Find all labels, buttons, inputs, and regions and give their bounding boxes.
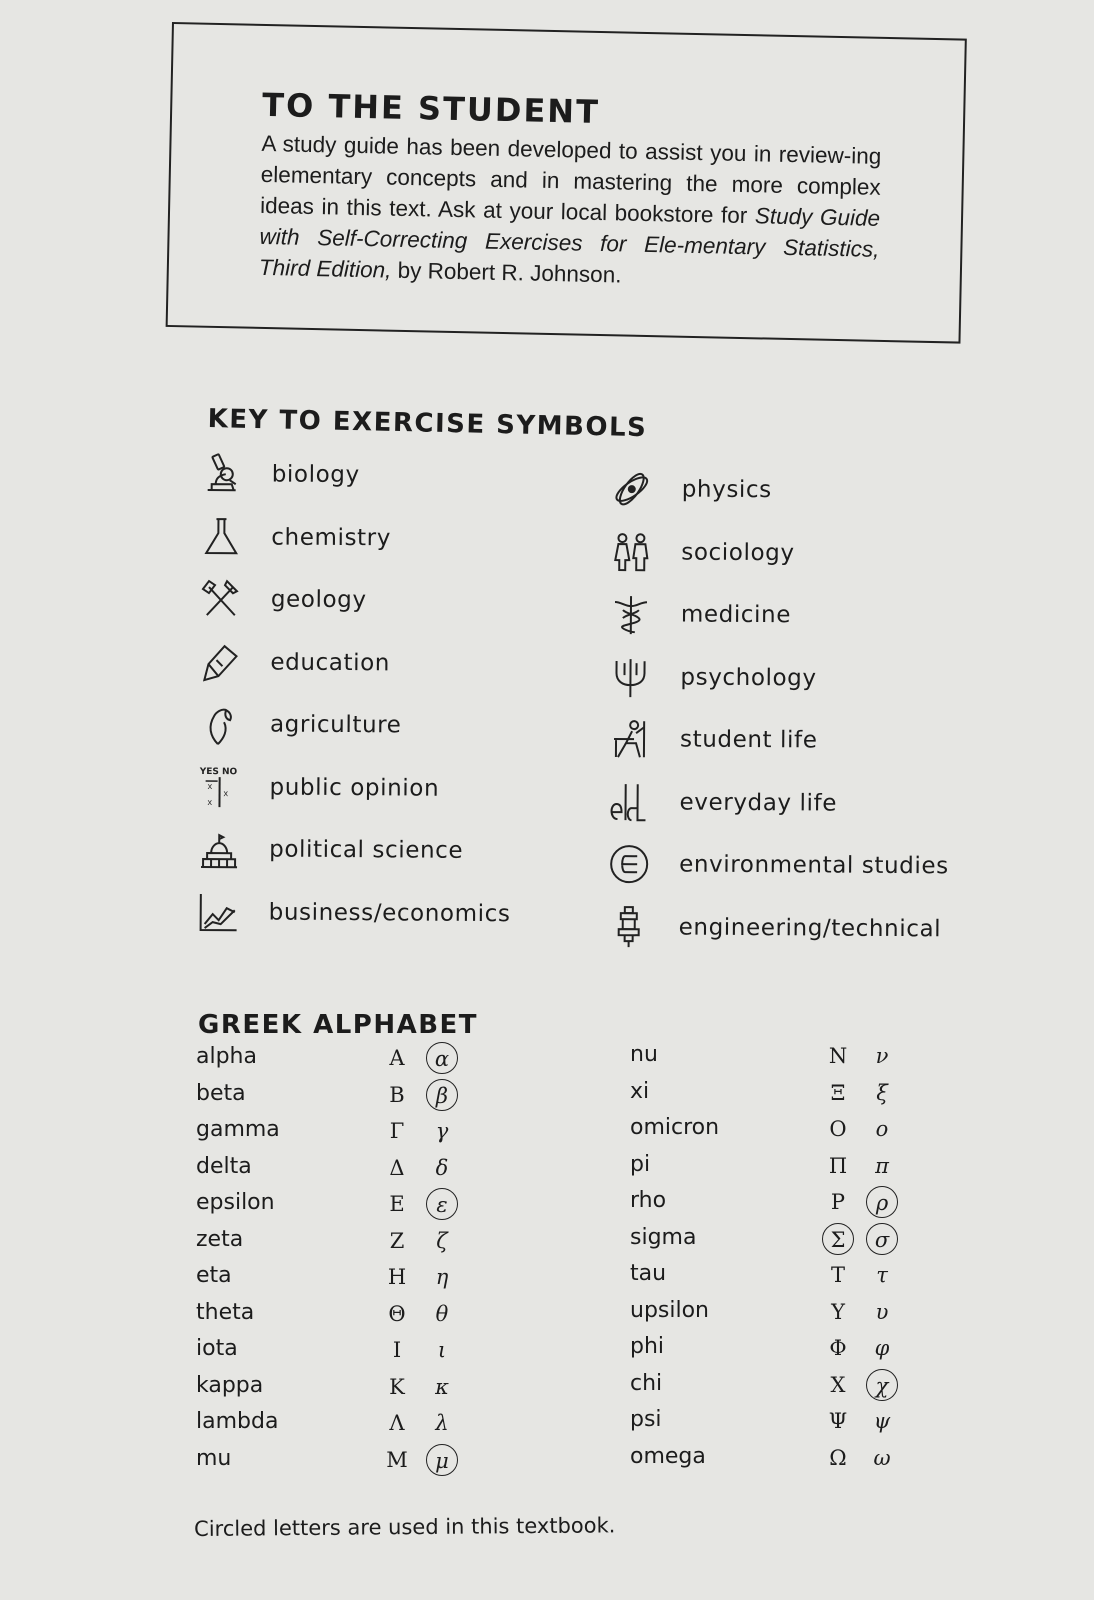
globe-e-icon: [607, 842, 651, 886]
microscope-icon: [200, 452, 244, 496]
yes-no-tally-icon: [197, 765, 241, 809]
symbol-label: everyday life: [679, 789, 838, 817]
greek-uppercase: Ι: [392, 1338, 402, 1362]
greek-letter-name: psi: [630, 1407, 662, 1432]
greek-lowercase: υ: [875, 1299, 889, 1324]
greek-letter-name: rho: [630, 1188, 667, 1213]
greek-uppercase: Σ: [822, 1223, 854, 1255]
greek-lowercase: ξ: [876, 1080, 888, 1105]
greek-letter-name: pi: [630, 1151, 651, 1177]
symbol-item-political-science: [197, 818, 511, 883]
symbol-label: psychology: [680, 664, 817, 692]
greek-lowercase: κ: [435, 1374, 449, 1399]
greek-letter-name: tau: [630, 1261, 667, 1286]
svg-text:YES NO: YES NO: [199, 766, 238, 778]
greek-uppercase: Κ: [389, 1374, 405, 1399]
greek-letter-name: chi: [630, 1370, 663, 1396]
symbol-label: education: [270, 649, 391, 677]
greek-lowercase: π: [875, 1153, 889, 1178]
spark-plug-icon: [607, 905, 651, 949]
atom-orbit-icon: [610, 467, 654, 511]
greek-lowercase: α: [426, 1042, 458, 1074]
greek-lowercase: ω: [873, 1445, 891, 1470]
eld-icon: [607, 780, 651, 824]
to-the-student-box: [166, 22, 967, 344]
greek-letter-name: zeta: [196, 1226, 244, 1252]
caduceus-icon: [609, 592, 653, 636]
greek-uppercase: Θ: [388, 1301, 406, 1326]
greek-letter-name: alpha: [196, 1044, 257, 1069]
symbols-left-column: [197, 443, 514, 945]
symbol-item-biology: [200, 443, 514, 508]
greek-lowercase: ψ: [873, 1409, 891, 1433]
symbol-label: agriculture: [269, 711, 402, 739]
greek-uppercase: Λ: [389, 1411, 405, 1435]
symbol-label: public opinion: [269, 774, 440, 802]
symbol-label: business/economics: [268, 899, 511, 927]
greek-letter-name: gamma: [196, 1117, 280, 1142]
greek-uppercase: Η: [387, 1265, 407, 1289]
notice-body-end: by Robert R. Johnson.: [391, 257, 622, 288]
greek-lowercase: ο: [875, 1117, 889, 1141]
greek-letter-name: theta: [196, 1299, 255, 1325]
symbol-label: biology: [271, 461, 360, 489]
symbols-right-column: [607, 458, 952, 960]
greek-uppercase: Χ: [830, 1372, 846, 1397]
greek-uppercase: Ο: [829, 1117, 847, 1141]
svg-text:x: x: [207, 796, 213, 807]
psi-icon: [608, 655, 652, 699]
symbol-label: geology: [270, 586, 367, 614]
greek-uppercase: Β: [389, 1082, 405, 1107]
symbol-item-engineering-technical: [607, 895, 949, 960]
greek-letter-name: kappa: [196, 1372, 264, 1398]
greek-uppercase: Π: [828, 1153, 848, 1178]
symbol-item-education: [198, 630, 512, 695]
greek-lowercase: γ: [435, 1119, 449, 1143]
greek-uppercase: Ω: [829, 1445, 847, 1470]
greek-letter-name: epsilon: [196, 1190, 275, 1215]
greek-uppercase: Ν: [828, 1044, 848, 1068]
greek-letter-name: delta: [196, 1153, 252, 1179]
symbol-item-chemistry: [199, 505, 513, 570]
greek-lowercase: μ: [426, 1444, 458, 1476]
greek-uppercase: Ψ: [828, 1409, 848, 1433]
greek-lowercase: η: [435, 1265, 449, 1289]
greek-lowercase: λ: [435, 1411, 449, 1435]
notice-body-italic: Study Guide with Self-Correcting Exercises for Ele-mentary Statistics, Third Edition,: [258, 203, 881, 283]
symbol-item-student-life: [608, 708, 950, 773]
greek-letter-name: omega: [630, 1443, 706, 1469]
greek-uppercase: Ζ: [389, 1228, 405, 1253]
greek-uppercase: Μ: [386, 1447, 408, 1472]
symbol-label: political science: [269, 836, 464, 865]
greek-letter-name: omicron: [630, 1115, 720, 1140]
greek-lowercase: β: [426, 1079, 458, 1111]
symbol-item-physics: [610, 458, 952, 523]
symbol-item-everyday-life: [607, 770, 949, 835]
symbol-label: medicine: [680, 601, 792, 629]
greek-letter-name: mu: [196, 1445, 232, 1471]
greek-lowercase: ρ: [866, 1186, 898, 1218]
greek-letter-name: upsilon: [630, 1297, 709, 1323]
symbol-label: engineering/technical: [678, 914, 942, 943]
flask-icon: [199, 515, 243, 559]
greek-lowercase: σ: [866, 1223, 898, 1255]
symbol-item-medicine: [609, 583, 951, 648]
symbol-label: environmental studies: [679, 851, 949, 880]
symbol-item-agriculture: [198, 693, 512, 758]
greek-lowercase: ι: [437, 1338, 447, 1362]
greek-uppercase: Ε: [389, 1192, 405, 1216]
symbol-item-public-opinion: [197, 755, 511, 820]
greek-letter-name: lambda: [196, 1409, 279, 1434]
greek-letter-name: phi: [630, 1334, 665, 1359]
symbol-item-environmental-studies: [607, 833, 949, 898]
key-title: KEY TO EXERCISE SYMBOLS: [207, 404, 648, 444]
symbol-item-geology: [199, 568, 513, 633]
greek-lowercase: δ: [435, 1155, 449, 1180]
capitol-dome-icon: [197, 827, 241, 871]
plant-icon: [198, 702, 242, 746]
greek-lowercase: ζ: [436, 1228, 448, 1253]
greek-lowercase: τ: [876, 1263, 888, 1287]
greek-uppercase: Υ: [831, 1299, 845, 1324]
notice-body: [259, 128, 882, 296]
greek-lowercase: ε: [426, 1188, 458, 1220]
symbol-label: chemistry: [271, 524, 392, 552]
notice-body-plain: A study guide has been developed to assist you in review-ing elementary concepts and in mastering the more complex ideas in this text. Ask at your local bookstore for: [259, 130, 882, 229]
pencil-icon: [198, 640, 242, 684]
greek-letter-name: xi: [630, 1078, 650, 1104]
greek-uppercase: Ξ: [830, 1080, 846, 1105]
symbol-item-sociology: [609, 520, 951, 585]
student-desk-icon: [608, 717, 652, 761]
greek-lowercase: θ: [435, 1301, 449, 1326]
crossed-hammers-icon: [199, 577, 243, 621]
people-icon: [609, 530, 653, 574]
symbol-label: sociology: [681, 539, 795, 567]
greek-letter-name: sigma: [630, 1224, 697, 1250]
greek-letter-name: iota: [196, 1336, 238, 1361]
greek-alphabet-title: GREEK ALPHABET: [198, 1010, 479, 1040]
symbol-label: student life: [679, 726, 818, 754]
greek-uppercase: Ρ: [830, 1190, 846, 1214]
symbol-label: physics: [681, 476, 772, 504]
greek-uppercase: Τ: [830, 1263, 845, 1287]
greek-lowercase: φ: [874, 1336, 890, 1360]
greek-lowercase: ν: [875, 1044, 889, 1068]
symbol-item-psychology: [608, 645, 950, 710]
greek-letter-name: beta: [196, 1080, 246, 1106]
greek-uppercase: Φ: [829, 1336, 847, 1360]
svg-text:x: x: [223, 787, 229, 798]
greek-uppercase: Α: [389, 1046, 405, 1070]
greek-lowercase: χ: [866, 1369, 898, 1401]
svg-text:x: x: [207, 780, 213, 791]
greek-uppercase: Δ: [389, 1155, 405, 1180]
greek-letter-name: eta: [196, 1263, 232, 1288]
greek-letter-name: nu: [630, 1042, 658, 1067]
symbol-item-business-economics: [197, 880, 511, 945]
notice-title: TO THE STUDENT: [261, 85, 601, 131]
greek-uppercase: Γ: [389, 1119, 405, 1143]
greek-footnote: Circled letters are used in this textbook.: [194, 1513, 616, 1541]
line-graph-icon: [197, 890, 241, 934]
